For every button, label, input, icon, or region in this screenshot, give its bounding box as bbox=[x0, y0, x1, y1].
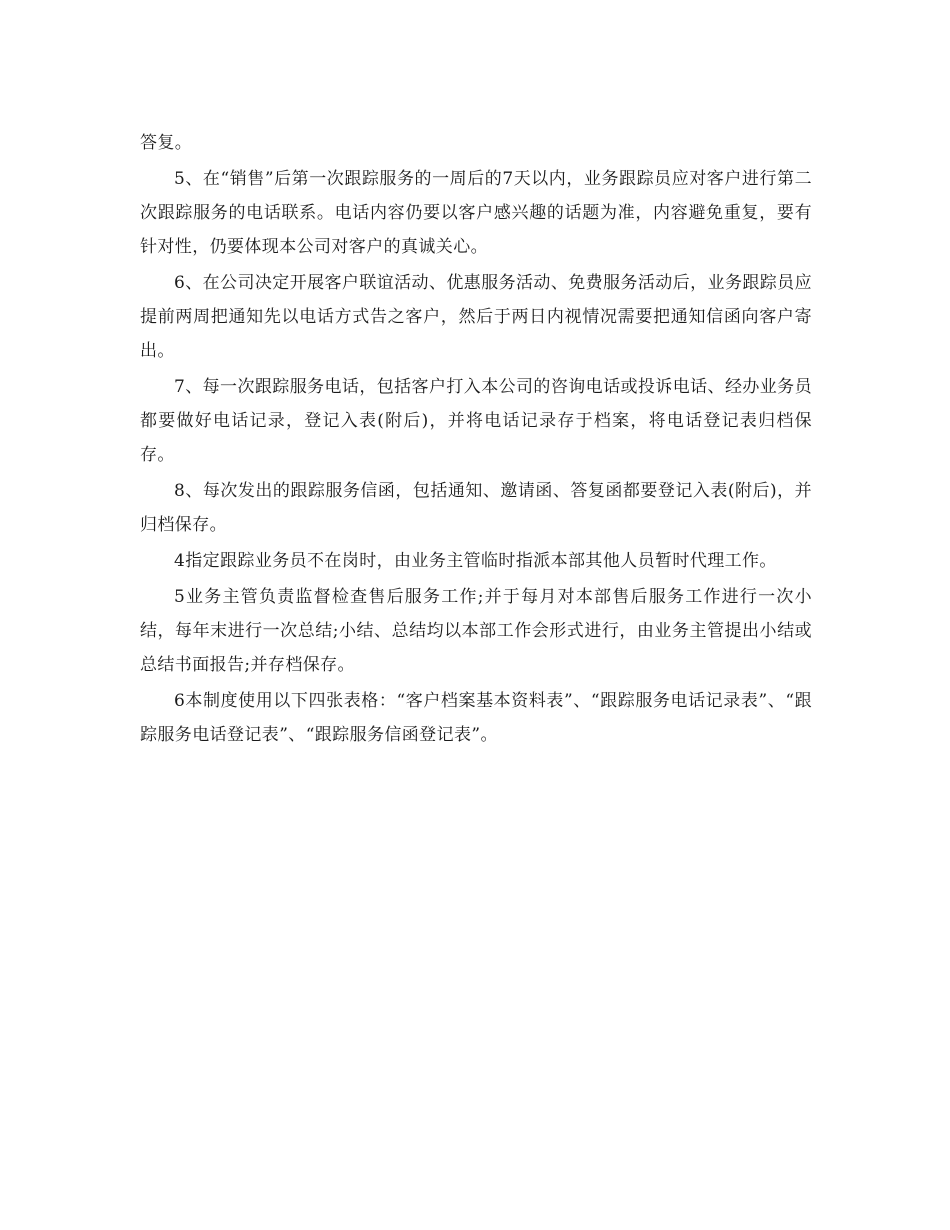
paragraph-item-8-letter-records: 8、每次发出的跟踪服务信函，包括通知、邀请函、答复函都要登记入表(附后)，并归档保存。 bbox=[140, 481, 812, 535]
paragraph-item-6-activity-notice: 6、在公司决定开展客户联谊活动、优惠服务活动、免费服务活动后，业务跟踪员应提前两周把通知先以电话方式告之客户，然后于两日内视情况需要把通知信函向客户寄出。 bbox=[140, 273, 812, 361]
paragraph-clause-5-supervision: 5业务主管负责监督检查售后服务工作;并于每月对本部售后服务工作进行一次小结，每年末进行一次总结;小结、总结均以本部工作会形式进行，由业务主管提出小结或总结书面报告;并存档保存。 bbox=[140, 587, 812, 675]
paragraph-clause-6-forms: 6本制度使用以下四张表格：“客户档案基本资料表”、“跟踪服务电话记录表”、“跟踪服务电话登记表”、“跟踪服务信函登记表”。 bbox=[140, 691, 812, 745]
paragraph-clause-4-substitute: 4指定跟踪业务员不在岗时，由业务主管临时指派本部其他人员暂时代理工作。 bbox=[174, 551, 777, 571]
paragraph-continuation: 答复。 bbox=[140, 133, 193, 153]
paragraph-item-7-phone-records: 7、每一次跟踪服务电话，包括客户打入本公司的咨询电话或投诉电话、经办业务员都要做好电话记录，登记入表(附后)，并将电话记录存于档案，将电话登记表归档保存。 bbox=[140, 377, 812, 465]
paragraph-item-5-second-followup: 5、在“销售”后第一次跟踪服务的一周后的7天以内，业务跟踪员应对客户进行第二次跟踪服务的电话联系。电话内容仍要以客户感兴趣的话题为准，内容避免重复，要有针对性，仍要体现本公司对客户的真诚关心。 bbox=[140, 169, 812, 257]
document-body bbox=[140, 126, 812, 754]
